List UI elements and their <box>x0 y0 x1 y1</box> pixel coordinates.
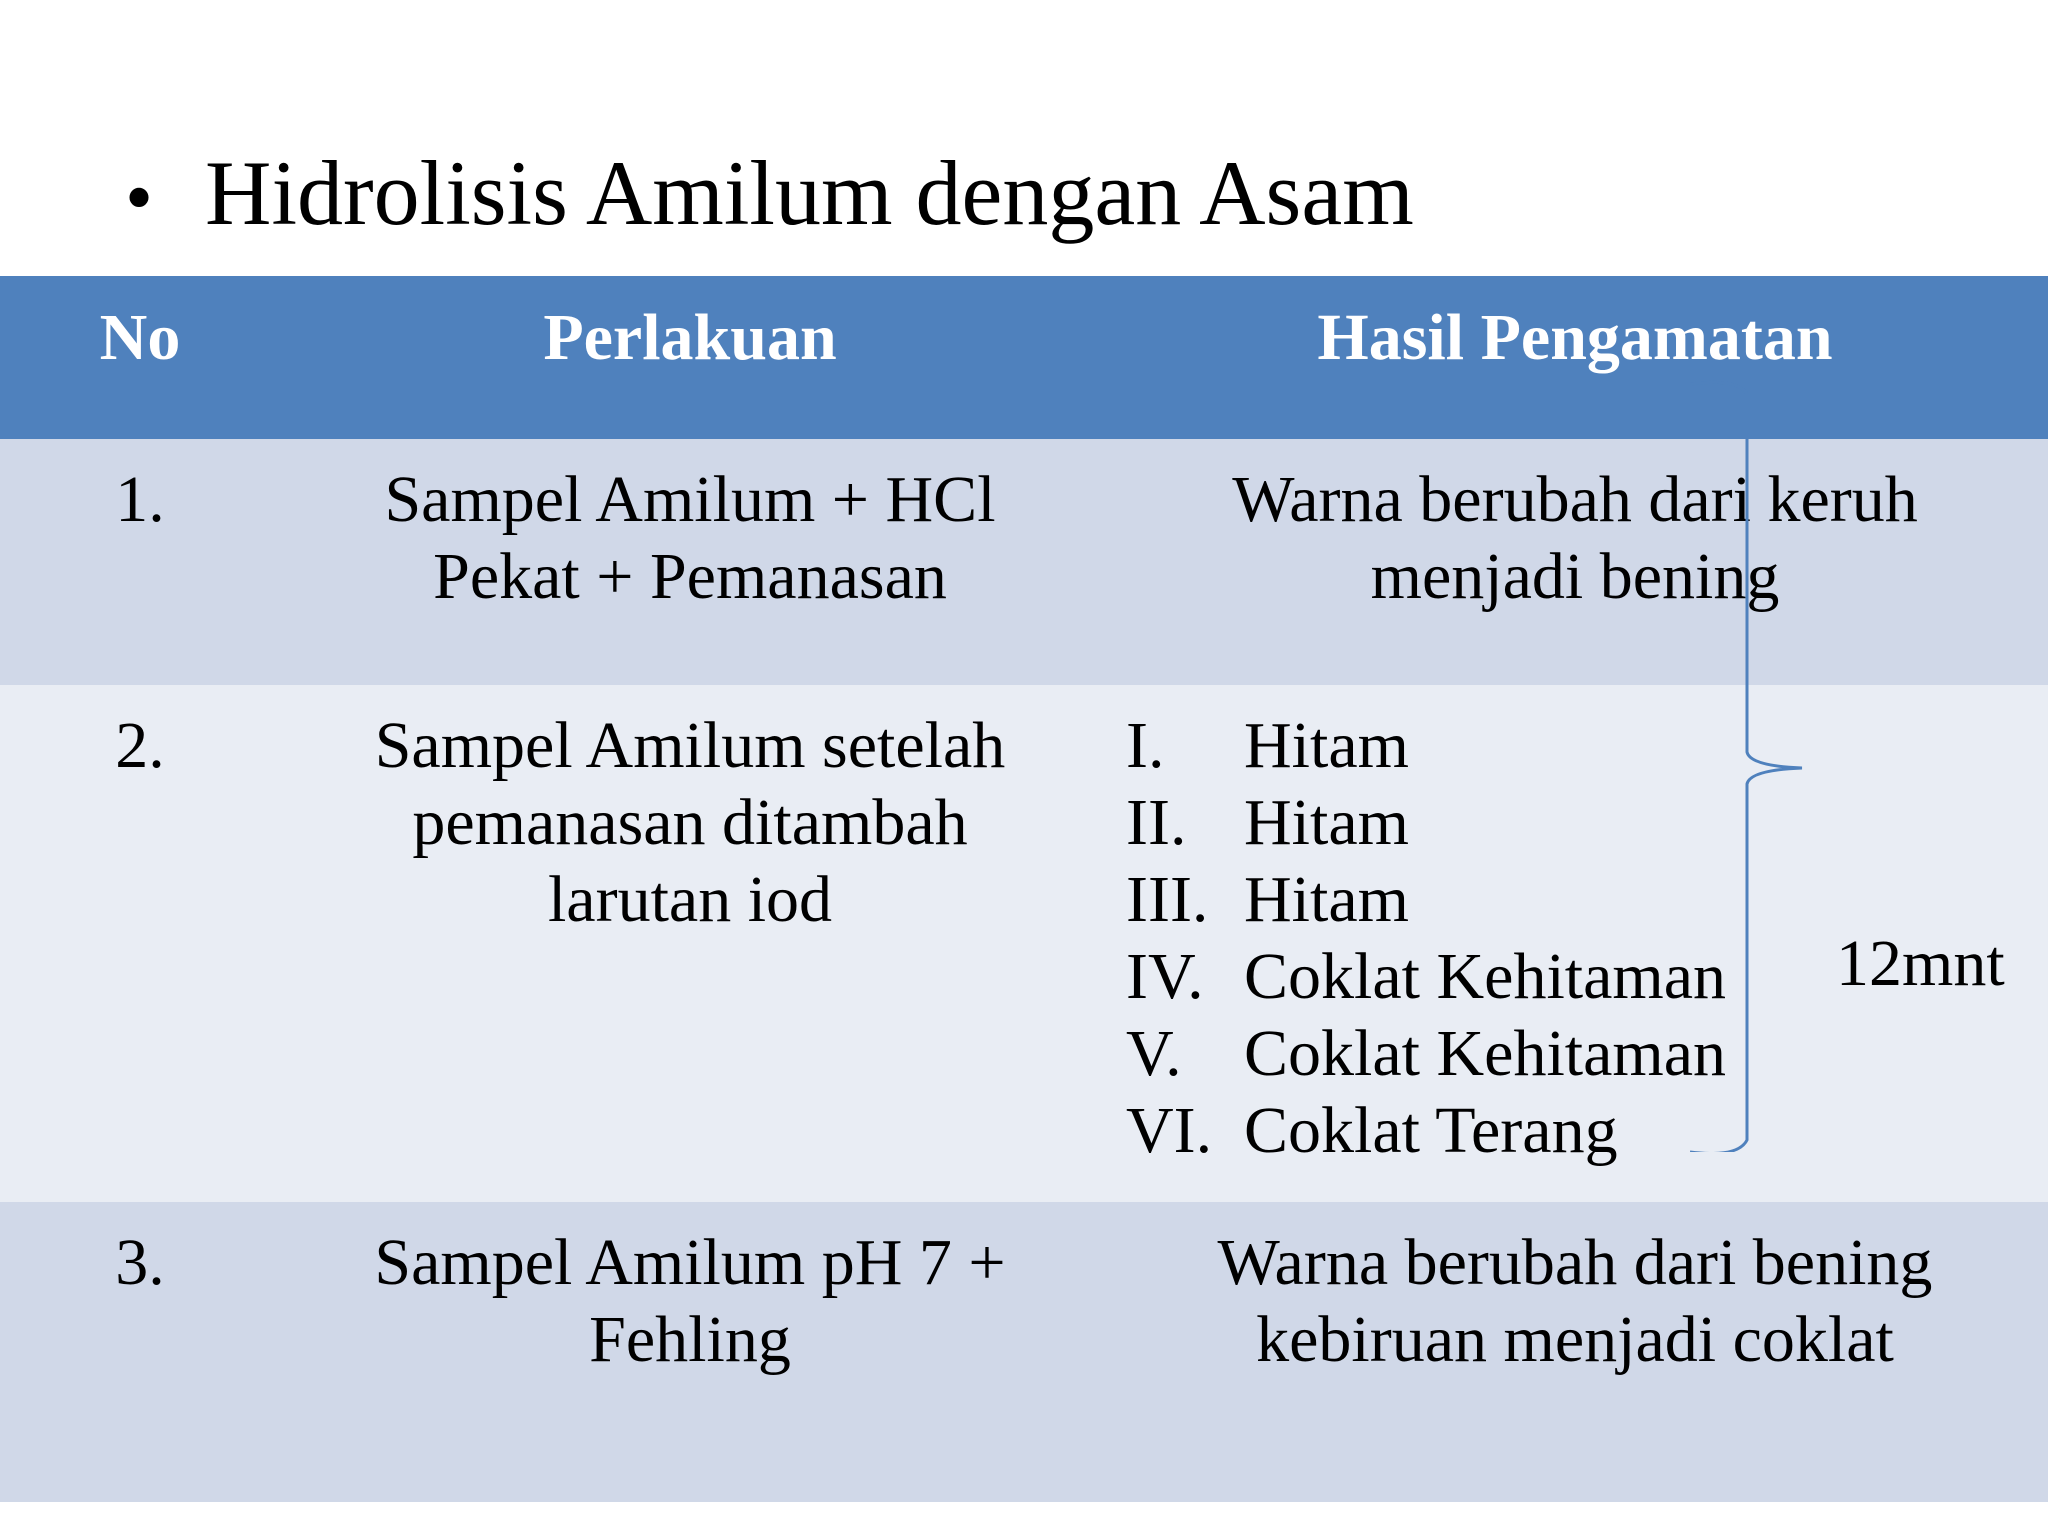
perlakuan-cell <box>330 1224 1050 1378</box>
bullet-icon: • <box>125 154 154 242</box>
list-item-number: IV. <box>1126 940 1204 1013</box>
list-item-number: I. <box>1126 709 1165 782</box>
list-item <box>1126 707 1726 784</box>
perlakuan-line: Sampel Amilum setelah <box>374 709 1006 782</box>
header-hasil-pengamatan: Hasil Pengamatan <box>1317 301 1833 374</box>
list-item <box>1126 938 1726 1015</box>
hasil-line: menjadi bening <box>1370 540 1780 613</box>
list-item-number: II. <box>1126 786 1187 859</box>
header-no: No <box>99 301 181 374</box>
table-row <box>0 1202 2048 1502</box>
hasil-cell <box>1170 1224 1980 1378</box>
row-number: 3. <box>115 1226 165 1299</box>
list-item-text: Coklat Kehitaman <box>1244 1017 1727 1090</box>
perlakuan-line: Fehling <box>589 1303 791 1376</box>
perlakuan-line: Sampel Amilum + HCl <box>384 463 996 536</box>
list-item-text: Hitam <box>1244 786 1409 859</box>
row-number: 1. <box>115 463 165 536</box>
hasil-cell <box>1170 461 1980 615</box>
list-item-number: VI. <box>1126 1094 1213 1167</box>
header-perlakuan: Perlakuan <box>543 301 837 374</box>
slide-title-text: Hidrolisis Amilum dengan Asam <box>205 142 1414 244</box>
list-item-number: V. <box>1126 1017 1182 1090</box>
row-number: 2. <box>115 709 165 782</box>
perlakuan-line: Pekat + Pemanasan <box>433 540 947 613</box>
list-item <box>1126 784 1726 861</box>
slide-title <box>125 138 1414 248</box>
perlakuan-line: larutan iod <box>547 863 833 936</box>
list-item-text: Hitam <box>1244 863 1409 936</box>
hasil-line: Warna berubah dari bening <box>1217 1226 1933 1299</box>
list-item <box>1126 861 1726 938</box>
hasil-list <box>1126 707 1726 1169</box>
right-curly-brace-icon <box>1690 372 1810 1152</box>
list-item <box>1126 1015 1726 1092</box>
perlakuan-cell <box>330 461 1050 615</box>
list-item-text: Coklat Kehitaman <box>1244 940 1727 1013</box>
list-item-number: III. <box>1126 863 1209 936</box>
list-item <box>1126 1092 1726 1169</box>
hasil-line: Warna berubah dari keruh <box>1232 463 1918 536</box>
hasil-line: kebiruan menjadi coklat <box>1256 1303 1894 1376</box>
perlakuan-line: pemanasan ditambah <box>412 786 968 859</box>
perlakuan-cell <box>330 707 1050 938</box>
time-note: 12mnt <box>1836 927 2005 1000</box>
perlakuan-line: Sampel Amilum pH 7 + <box>374 1226 1006 1299</box>
list-item-text: Coklat Terang <box>1244 1094 1618 1167</box>
list-item-text: Hitam <box>1244 709 1409 782</box>
